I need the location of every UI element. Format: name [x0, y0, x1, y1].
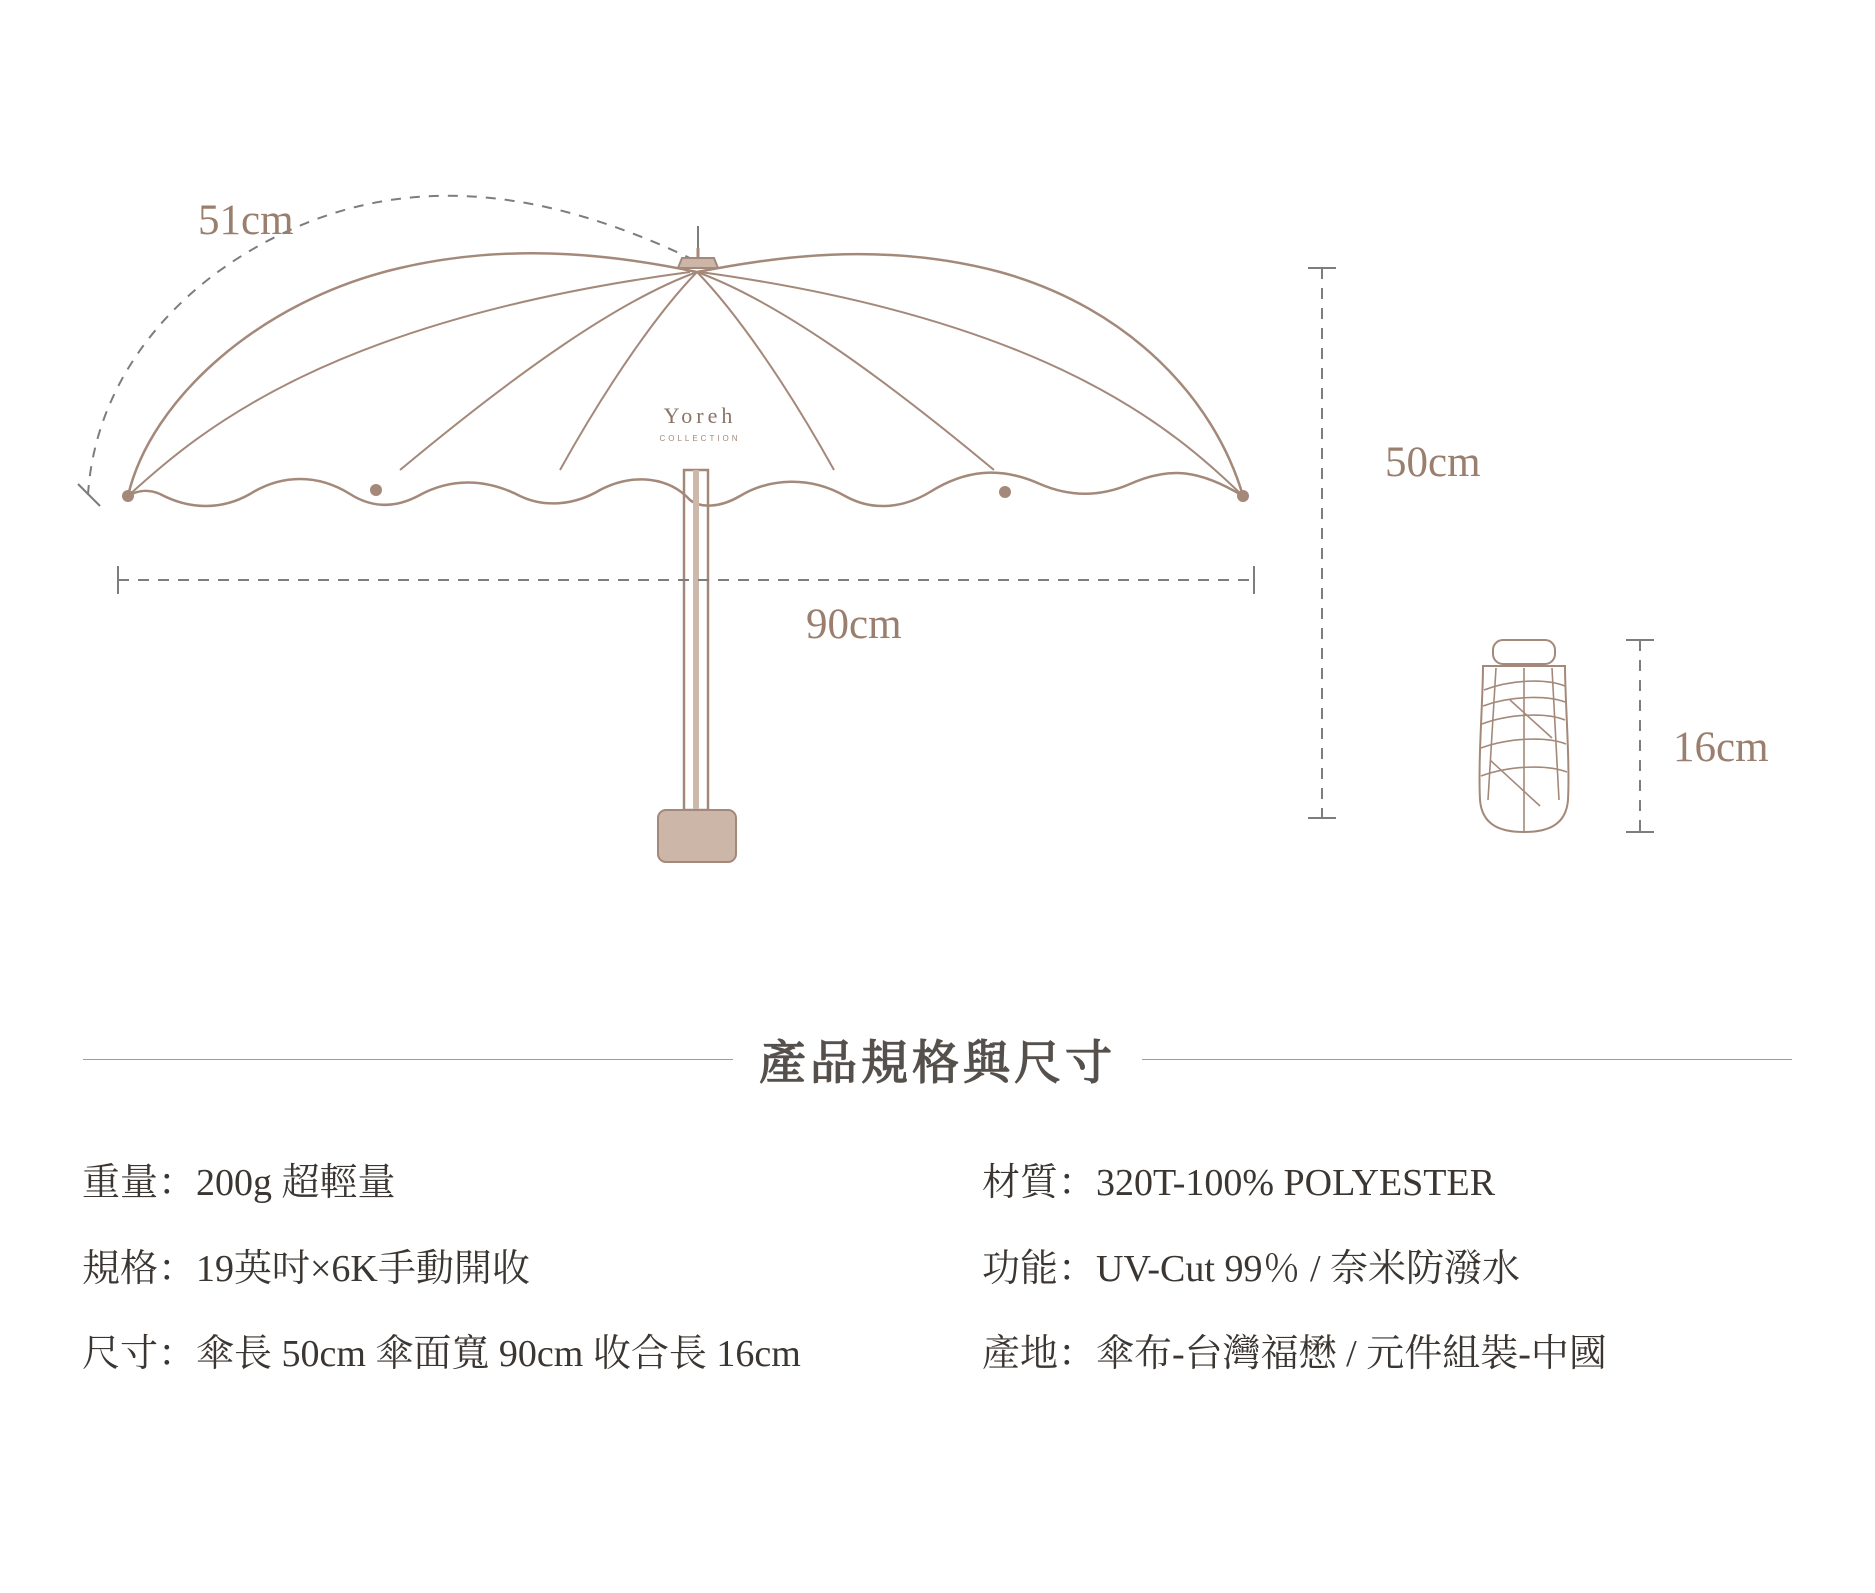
- dimension-label-length: 50cm: [1385, 439, 1481, 486]
- folded-top-cap: [1493, 640, 1555, 664]
- spec-size: 尺寸：傘長 50cm 傘面寬 90cm 收合長 16cm: [82, 1333, 801, 1375]
- heading-rule-left: [83, 1059, 733, 1060]
- umbrella-handle: [658, 810, 736, 862]
- heading-rule-right: [1142, 1059, 1792, 1060]
- spec-section-heading-row: [0, 1026, 1875, 1093]
- brand-subtitle: COLLECTION: [659, 434, 741, 443]
- fold-line-vertical: [1552, 668, 1559, 800]
- page-title: 產品規格與尺寸: [759, 1038, 1116, 1090]
- spec-model: 規格：19英吋×6K手動開收: [82, 1247, 530, 1290]
- dimension-label-width: 90cm: [806, 601, 902, 648]
- dimension-label-folded: 16cm: [1673, 724, 1769, 771]
- spec-material: 材質：320T-100% POLYESTER: [982, 1162, 1496, 1204]
- rib-tip-dot: [1237, 490, 1249, 502]
- rib-tip-dot: [999, 486, 1011, 498]
- spec-column-left: [82, 1160, 982, 1379]
- spec-function: 功能：UV-Cut 99％ / 奈米防潑水: [982, 1247, 1521, 1290]
- canopy-top-cap: [678, 258, 718, 268]
- arc-dimension-51cm: [88, 196, 698, 495]
- spec-columns: [0, 1160, 1875, 1379]
- rib-tip-dot: [122, 490, 134, 502]
- brand-name: Yoreh: [663, 403, 737, 428]
- folded-umbrella: [1480, 640, 1569, 832]
- spec-column-right: [982, 1160, 1862, 1379]
- canopy-brand-mark: [645, 403, 755, 443]
- spec-weight: 重量：200g 超輕量: [82, 1162, 396, 1204]
- spec-origin: 產地：傘布-台灣福懋 / 元件組裝-中國: [982, 1333, 1607, 1375]
- rib-tip-dot: [370, 484, 382, 496]
- dimension-label-arc: 51cm: [198, 197, 294, 244]
- fold-line-diagonal: [1510, 700, 1552, 738]
